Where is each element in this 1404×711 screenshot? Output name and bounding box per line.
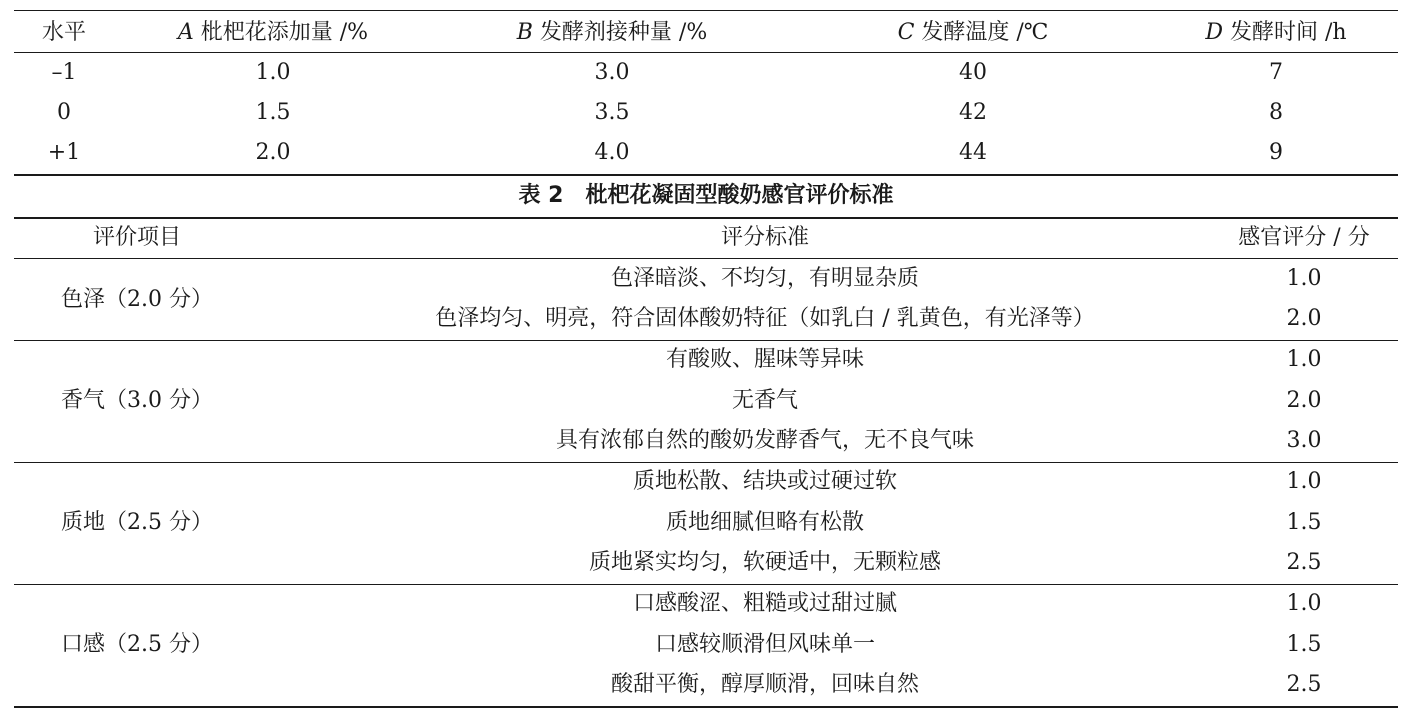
table1-header-a: A 枇杷花添加量 /% (177, 20, 369, 45)
table1-top-rule (14, 10, 1398, 11)
score-cell: 2.5 (1286, 550, 1322, 575)
group-label-mouthfeel: 口感（2.5 分） (61, 632, 213, 657)
group-label-color: 色泽（2.0 分） (61, 287, 213, 312)
table2-caption-text: 枇杷花凝固型酸奶感官评价标准 (585, 183, 894, 208)
table2-header-item: 评价项目 (92, 225, 181, 250)
score-cell: 1.0 (1286, 469, 1322, 494)
score-cell: 1.0 (1286, 266, 1322, 291)
criterion-cell: 有酸败、腥味等异味 (665, 347, 864, 372)
table-cell: 0 (57, 100, 71, 125)
criterion-cell: 色泽暗淡、不均匀，有明显杂质 (610, 266, 919, 291)
table-cell: 8 (1269, 100, 1283, 125)
table-cell: 1.0 (255, 60, 291, 85)
criterion-cell: 口感酸涩、粗糙或过甜过腻 (632, 591, 897, 616)
criterion-cell: 质地细腻但略有松散 (665, 510, 864, 535)
criterion-cell: 口感较顺滑但风味单一 (654, 632, 875, 657)
table-cell: 3.5 (594, 100, 630, 125)
table-cell: 1.5 (255, 100, 291, 125)
criterion-cell: 酸甜平衡，醇厚顺滑，回味自然 (610, 672, 919, 697)
table2-caption-number: 表 2 (518, 183, 564, 208)
group-label-texture: 质地（2.5 分） (61, 510, 213, 535)
score-cell: 1.5 (1286, 510, 1322, 535)
table-cell: 44 (959, 140, 987, 165)
table2-header-criteria: 评分标准 (720, 225, 809, 250)
table1-header-d: D 发酵时间 /h (1205, 20, 1347, 45)
table-cell: 42 (959, 100, 987, 125)
criterion-cell: 色泽均匀、明亮，符合固体酸奶特征（如乳白 / 乳黄色，有光泽等） (435, 306, 1095, 331)
table2-bottom-rule (14, 706, 1398, 708)
table1-header-c: C 发酵温度 /℃ (897, 20, 1049, 45)
table1-header-level: 水平 (41, 20, 86, 45)
table-cell: 9 (1269, 140, 1283, 165)
table-cell: 40 (959, 60, 987, 85)
table2-header-score: 感官评分 / 分 (1238, 225, 1370, 250)
score-cell: 2.0 (1286, 306, 1322, 331)
criterion-cell: 具有浓郁自然的酸奶发酵香气，无不良气味 (555, 428, 974, 453)
table-cell: 4.0 (594, 140, 630, 165)
criterion-cell: 质地紧实均匀，软硬适中，无颗粒感 (588, 550, 941, 575)
score-cell: 1.0 (1286, 591, 1322, 616)
score-cell: 2.5 (1286, 672, 1322, 697)
table-cell: +1 (47, 140, 81, 165)
score-cell: 1.0 (1286, 347, 1322, 372)
criterion-cell: 无香气 (731, 388, 798, 413)
table2-caption (14, 176, 1398, 216)
table1-header-b: B 发酵剂接种量 /% (516, 20, 708, 45)
criterion-cell: 质地松散、结块或过硬过软 (632, 469, 897, 494)
table-cell: 7 (1269, 60, 1283, 85)
score-cell: 3.0 (1286, 428, 1322, 453)
table-cell: 2.0 (255, 140, 291, 165)
table-cell: 3.0 (594, 60, 630, 85)
table-cell: –1 (51, 60, 77, 85)
score-cell: 1.5 (1286, 632, 1322, 657)
score-cell: 2.0 (1286, 388, 1322, 413)
group-label-aroma: 香气（3.0 分） (61, 388, 213, 413)
